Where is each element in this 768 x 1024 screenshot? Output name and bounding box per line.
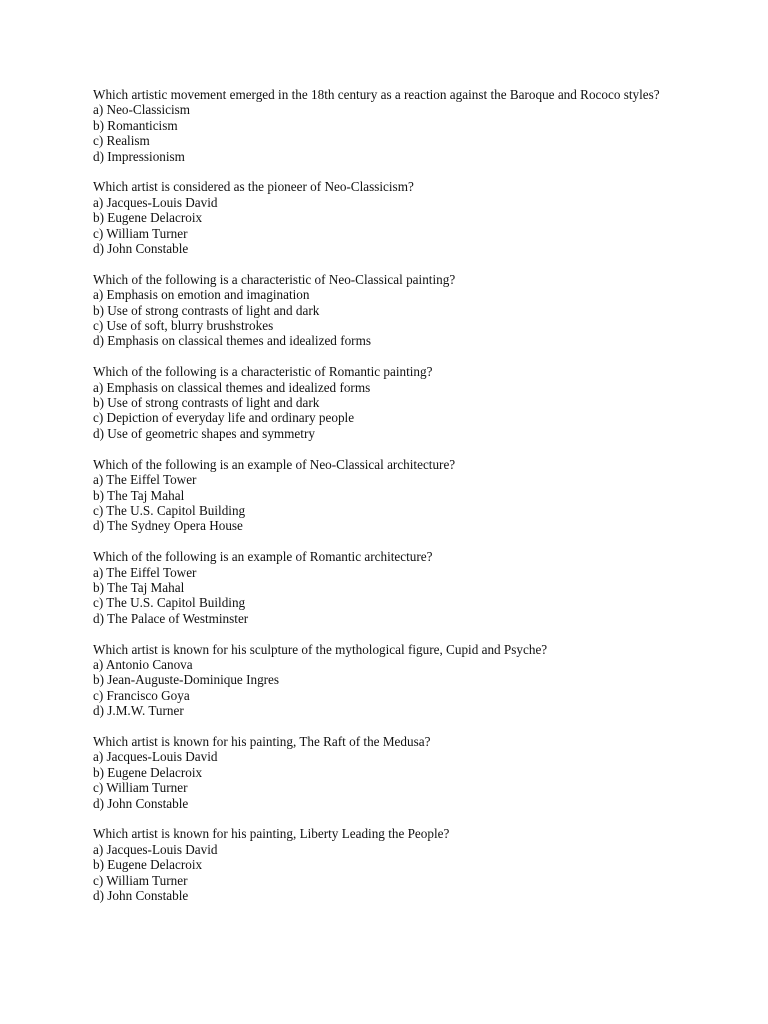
answer-option: c) William Turner [93, 872, 188, 888]
answer-option: a) The Eiffel Tower [93, 564, 197, 580]
answer-option: d) The Palace of Westminster [93, 610, 249, 626]
question-block [93, 734, 693, 811]
answer-option: d) Emphasis on classical themes and idealized forms [93, 333, 371, 349]
answer-option: c) William Turner [93, 780, 188, 796]
question-text: Which of the following is a characteristic of Romantic painting? [93, 364, 433, 380]
answer-option: b) Romanticism [93, 117, 178, 133]
answer-option: b) Eugene Delacroix [93, 210, 203, 226]
question-block [93, 272, 693, 349]
answer-option: d) John Constable [93, 888, 189, 903]
answer-option: b) Use of strong contrasts of light and dark [93, 395, 320, 411]
answer-option: a) Antonio Canova [93, 656, 193, 672]
question-block [93, 364, 693, 441]
answer-option: c) The U.S. Capitol Building [93, 595, 246, 611]
answer-option: b) Eugene Delacroix [93, 764, 203, 780]
question-text: Which artist is considered as the pioneer of Neo-Classicism? [93, 179, 414, 195]
document-page [93, 87, 693, 919]
question-text: Which of the following is an example of Romantic architecture? [93, 549, 433, 565]
answer-option: b) The Taj Mahal [93, 579, 185, 595]
answer-option: c) Realism [93, 133, 150, 149]
question-text: Which artist is known for his painting, The Raft of the Medusa? [93, 733, 431, 749]
answer-option: d) John Constable [93, 795, 189, 811]
answer-option: d) Use of geometric shapes and symmetry [93, 425, 315, 441]
question-block [93, 457, 693, 534]
answer-option: a) Jacques-Louis David [93, 749, 218, 765]
question-text: Which of the following is a characteristic of Neo-Classical painting? [93, 271, 456, 287]
answer-option: d) John Constable [93, 241, 189, 257]
answer-option: a) The Eiffel Tower [93, 472, 197, 488]
question-text: Which artist is known for his painting, Liberty Leading the People? [93, 826, 450, 842]
answer-option: d) J.M.W. Turner [93, 703, 184, 719]
answer-option: a) Emphasis on emotion and imagination [93, 287, 310, 303]
answer-option: a) Jacques-Louis David [93, 841, 218, 857]
answer-option: c) Francisco Goya [93, 687, 190, 703]
answer-option: a) Jacques-Louis David [93, 194, 218, 210]
answer-option: c) Depiction of everyday life and ordinary people [93, 410, 355, 426]
answer-option: c) The U.S. Capitol Building [93, 502, 246, 518]
question-text: Which artist is known for his sculpture of the mythological figure, Cupid and Psyche? [93, 641, 548, 657]
answer-option: d) The Sydney Opera House [93, 518, 243, 534]
question-block [93, 179, 693, 256]
question-block [93, 826, 693, 903]
answer-option: a) Emphasis on classical themes and idealized forms [93, 379, 371, 395]
question-block [93, 549, 693, 626]
answer-option: b) Use of strong contrasts of light and dark [93, 302, 320, 318]
answer-option: d) Impressionism [93, 148, 185, 164]
answer-option: c) Use of soft, blurry brushstrokes [93, 318, 274, 334]
answer-option: b) The Taj Mahal [93, 487, 185, 503]
question-block [93, 87, 693, 164]
answer-option: a) Neo-Classicism [93, 102, 191, 118]
question-text: Which artistic movement emerged in the 18th century as a reaction against the Baroque and Rococo styles? [93, 87, 660, 102]
answer-option: c) William Turner [93, 225, 188, 241]
question-block [93, 642, 693, 719]
answer-option: b) Eugene Delacroix [93, 857, 203, 873]
question-text: Which of the following is an example of Neo-Classical architecture? [93, 456, 456, 472]
answer-option: b) Jean-Auguste-Dominique Ingres [93, 672, 280, 688]
